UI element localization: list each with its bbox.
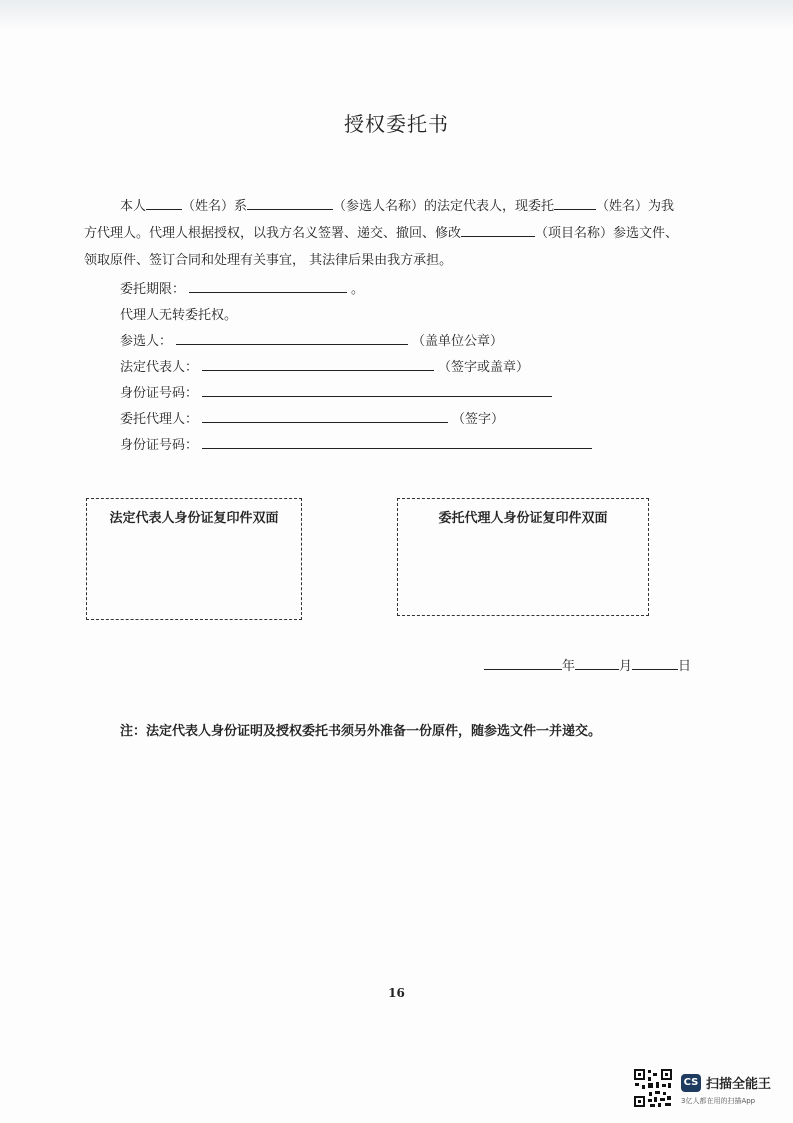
scan-edge-shadow <box>0 0 793 30</box>
box-caption: 委托代理人身份证复印件双面 <box>438 511 608 526</box>
para-text-5: 方代理人。代理人根据授权，以我方名义签署、递交、撤回、修改 <box>84 226 462 241</box>
blank-principal-name <box>146 195 182 210</box>
term-blank <box>189 278 347 293</box>
qr-code-icon <box>633 1068 673 1108</box>
para-text-2: （姓名）系 <box>182 199 248 214</box>
box-caption: 法定代表人身份证复印件双面 <box>109 511 279 526</box>
signature-note: （签字） <box>452 412 505 427</box>
signature-blank <box>202 408 448 423</box>
signature-label: 委托代理人： <box>120 412 199 427</box>
no-transfer-text: 代理人无转委托权。 <box>120 308 238 323</box>
signature-blank <box>202 356 434 371</box>
signature-label: 身份证号码： <box>120 386 199 401</box>
signature-blank <box>202 382 552 397</box>
camscanner-name: 扫描全能王 <box>706 1077 772 1092</box>
signature-blank <box>176 330 408 345</box>
camscanner-tagline: 3亿人都在用的扫描App <box>681 1097 756 1105</box>
day-label: 日 <box>678 659 692 674</box>
para-text-3: （参选人名称）的法定代表人，现委托 <box>333 199 555 214</box>
camscanner-watermark <box>633 1068 783 1110</box>
month-label: 月 <box>619 659 633 674</box>
blank-bidder-name <box>247 195 333 210</box>
month-blank <box>575 655 619 670</box>
signature-note: （盖单位公章） <box>412 334 504 349</box>
signature-row-legal-rep <box>120 356 529 375</box>
legal-rep-id-copy-box <box>86 498 302 620</box>
agent-id-copy-box <box>397 498 649 616</box>
document-title: 授权委托书 <box>344 112 449 136</box>
signature-label: 身份证号码： <box>120 438 199 453</box>
signature-row-id-1 <box>120 382 556 401</box>
year-label: 年 <box>562 659 576 674</box>
para-text-1: 本人 <box>120 199 147 214</box>
signature-blank <box>202 434 592 449</box>
year-blank <box>484 655 562 670</box>
signature-row-bidder <box>120 330 503 349</box>
term-row <box>120 278 364 297</box>
day-blank <box>632 655 678 670</box>
signature-row-agent <box>120 408 504 427</box>
footnote: 注：法定代表人身份证明及授权委托书须另外准备一份原件，随参选文件一并递交。 <box>120 724 602 739</box>
term-label: 委托期限： <box>120 282 186 297</box>
signature-note: （签字或盖章） <box>438 360 530 375</box>
signature-row-id-2 <box>120 434 596 453</box>
date-row <box>484 655 691 674</box>
page-number: 16 <box>388 986 405 1000</box>
para-text-7: 领取原件、签订合同和处理有关事宜， 其法律后果由我方承担。 <box>84 253 453 268</box>
camscanner-logo-icon: CS <box>681 1074 701 1092</box>
term-end: 。 <box>351 282 365 297</box>
para-text-6: （项目名称）参选文件、 <box>535 226 679 241</box>
signature-label: 参选人： <box>120 334 173 349</box>
blank-project-name <box>461 222 535 237</box>
para-text-4: （姓名）为我 <box>596 199 675 214</box>
authorization-paragraph <box>84 193 714 274</box>
blank-agent-name <box>554 195 596 210</box>
signature-label: 法定代表人： <box>120 360 199 375</box>
